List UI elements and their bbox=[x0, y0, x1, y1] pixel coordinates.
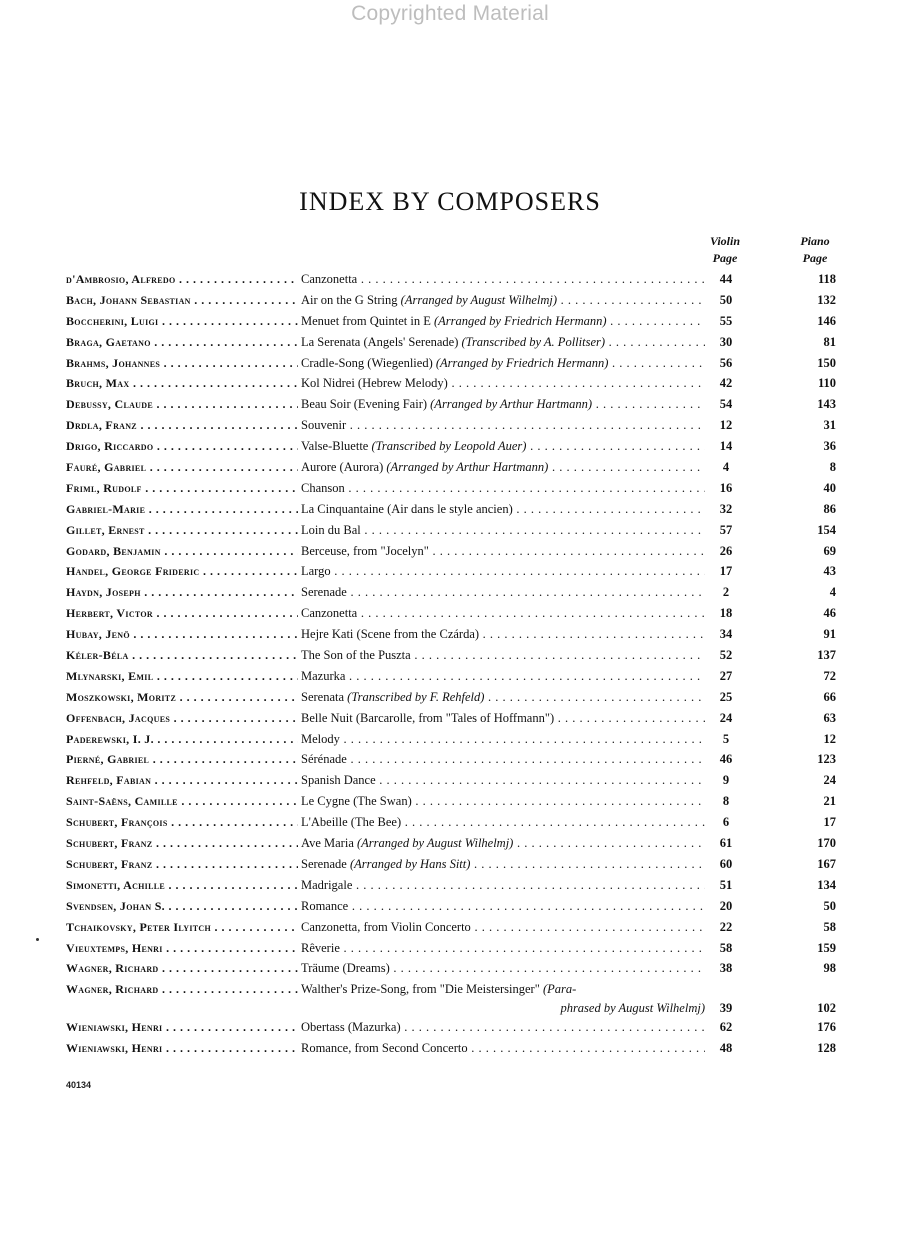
composer-name: Rehfeld, Fabian . . . bbox=[66, 773, 298, 791]
violin-page-number: 5 bbox=[722, 731, 730, 746]
work-title bbox=[301, 272, 705, 290]
index-row bbox=[0, 481, 900, 502]
work-title-text: Serenade bbox=[301, 856, 350, 871]
work-title bbox=[301, 920, 705, 938]
work-title-text: Obertass (Mazurka) bbox=[301, 1020, 401, 1035]
work-title bbox=[301, 585, 705, 603]
violin-page-number: 38 bbox=[719, 961, 733, 976]
composer-name: Vieuxtemps, Henri . . . bbox=[66, 941, 298, 959]
composer-name: Pierné, Gabriel . . . bbox=[66, 752, 298, 770]
piano-page-number: 159 bbox=[817, 940, 836, 955]
composer-name: Gillet, Ernest . . . bbox=[66, 523, 298, 541]
work-title-text: Hejre Kati (Scene from the Czárda) bbox=[301, 627, 480, 642]
work-title-text: Romance, from Second Concerto bbox=[301, 1041, 468, 1056]
composer-name: Handel, George Frideric . . . bbox=[66, 564, 298, 582]
index-row bbox=[0, 564, 900, 585]
composer-name: Bruch, Max . . . bbox=[66, 376, 298, 394]
work-title bbox=[301, 711, 705, 729]
violin-page-number: 48 bbox=[719, 1041, 733, 1056]
composer-name: Kéler-Béla . . . bbox=[66, 648, 298, 666]
work-title-text: Kol Nidrei (Hebrew Melody) bbox=[301, 376, 448, 391]
plate-number: 40134 bbox=[66, 1080, 92, 1090]
work-title bbox=[301, 335, 705, 353]
index-row bbox=[0, 961, 900, 982]
violin-page-header: Violin Page bbox=[709, 234, 741, 265]
arrangement-credit: (Para- bbox=[542, 982, 577, 997]
work-title bbox=[301, 356, 705, 374]
index-row bbox=[0, 356, 900, 377]
violin-page-number: 44 bbox=[719, 272, 733, 286]
violin-page-number: 27 bbox=[719, 668, 733, 683]
piano-page-number: 69 bbox=[823, 543, 836, 558]
violin-page-number: 2 bbox=[722, 585, 730, 600]
piano-page-number: 170 bbox=[817, 836, 836, 851]
composer-name: Wagner, Richard . . . bbox=[66, 982, 298, 1000]
composer-name: Schubert, Franz . . . bbox=[66, 836, 298, 854]
arrangement-credit-continued: phrased by August Wilhelmj) bbox=[560, 1001, 705, 1016]
piano-page-number: 72 bbox=[823, 668, 836, 683]
index-row bbox=[0, 397, 900, 418]
work-title-text: Air on the G String bbox=[301, 292, 401, 307]
work-title bbox=[301, 857, 705, 875]
composer-name: Drigo, Riccardo . . . bbox=[66, 439, 298, 457]
violin-page-number: 61 bbox=[719, 836, 733, 851]
work-title-text: Madrigale bbox=[301, 877, 353, 892]
composer-name: Wagner, Richard . . . bbox=[66, 961, 298, 979]
composer-name: Godard, Benjamin . . . bbox=[66, 544, 298, 562]
index-row bbox=[0, 376, 900, 397]
copyright-watermark: Copyrighted Material bbox=[351, 2, 549, 25]
composer-index-list bbox=[0, 272, 900, 1062]
index-row bbox=[0, 1020, 900, 1041]
piano-page-number: 43 bbox=[823, 564, 836, 579]
index-row bbox=[0, 502, 900, 523]
work-title-text: Cradle-Song (Wiegenlied) bbox=[301, 355, 436, 370]
violin-page-number: 12 bbox=[719, 418, 733, 433]
index-row bbox=[0, 418, 900, 439]
work-title bbox=[301, 669, 705, 687]
piano-page-number: 98 bbox=[823, 961, 836, 976]
piano-page-number: 66 bbox=[823, 689, 836, 704]
violin-page-number: 20 bbox=[719, 898, 733, 913]
work-title-text: Walther's Prize-Song, from "Die Meistersinger" bbox=[301, 982, 543, 997]
work-title-text: L'Abeille (The Bee) bbox=[301, 815, 402, 830]
work-title bbox=[301, 606, 705, 624]
work-title bbox=[301, 481, 705, 499]
violin-page-number: 26 bbox=[719, 543, 733, 558]
work-title bbox=[301, 773, 705, 791]
work-title bbox=[301, 627, 705, 645]
index-row bbox=[0, 648, 900, 669]
piano-page-number: 154 bbox=[817, 522, 836, 537]
composer-name: d'Ambrosio, Alfredo . . . bbox=[66, 272, 298, 290]
work-title bbox=[301, 648, 705, 666]
work-title bbox=[301, 544, 705, 562]
piano-page-number: 86 bbox=[823, 501, 836, 516]
index-row bbox=[0, 669, 900, 690]
piano-page-number: 4 bbox=[829, 585, 836, 600]
composer-name: Schubert, François . . . bbox=[66, 815, 298, 833]
violin-page-number: 58 bbox=[719, 940, 733, 955]
work-title bbox=[301, 439, 705, 457]
piano-page-number: 81 bbox=[823, 334, 836, 349]
composer-name: Hubay, Jenö . . . bbox=[66, 627, 298, 645]
work-title bbox=[301, 690, 705, 708]
composer-name: Paderewski, I. J. . . . bbox=[66, 732, 298, 750]
work-title bbox=[301, 752, 705, 770]
index-row bbox=[0, 794, 900, 815]
index-row bbox=[0, 627, 900, 648]
work-title bbox=[301, 418, 705, 436]
violin-page-number: 39 bbox=[719, 1001, 733, 1016]
arrangement-credit: (Arranged by Friedrich Hermann) bbox=[433, 313, 607, 328]
composer-name: Boccherini, Luigi . . . bbox=[66, 314, 298, 332]
work-title-text: Mazurka bbox=[301, 668, 346, 683]
work-title-text: La Cinquantaine (Air dans le style ancien) bbox=[301, 501, 513, 516]
composer-name: Svendsen, Johan S. . . . bbox=[66, 899, 298, 917]
composer-name: Friml, Rudolf . . . bbox=[66, 481, 298, 499]
index-row bbox=[0, 773, 900, 794]
work-title-text: Spanish Dance bbox=[301, 773, 376, 788]
work-title-text: Beau Soir (Evening Fair) bbox=[301, 397, 431, 412]
piano-page-number: 21 bbox=[823, 794, 836, 809]
piano-page-header: Piano Page bbox=[800, 234, 830, 265]
piano-page-number: 176 bbox=[817, 1020, 836, 1035]
violin-page-number: 52 bbox=[719, 648, 733, 663]
index-row bbox=[0, 878, 900, 899]
arrangement-credit: (Arranged by Hans Sitt) bbox=[349, 856, 471, 871]
work-title bbox=[301, 961, 705, 979]
work-title-text: Melody bbox=[301, 731, 340, 746]
work-title bbox=[301, 397, 705, 415]
work-title bbox=[301, 523, 705, 541]
arrangement-credit: (Arranged by August Wilhelmj) bbox=[400, 292, 558, 307]
work-title bbox=[301, 836, 705, 854]
index-row bbox=[0, 752, 900, 773]
work-title bbox=[301, 794, 705, 812]
index-row bbox=[0, 585, 900, 606]
index-row bbox=[0, 460, 900, 481]
work-title bbox=[301, 732, 705, 750]
index-row bbox=[0, 711, 900, 732]
index-row bbox=[0, 857, 900, 878]
violin-page-number: 54 bbox=[719, 397, 733, 412]
piano-page-number: 17 bbox=[823, 815, 836, 830]
work-title-text: Canzonetta bbox=[301, 606, 358, 621]
piano-page-number: 150 bbox=[817, 355, 836, 370]
index-row bbox=[0, 314, 900, 335]
piano-page-number: 91 bbox=[823, 627, 836, 642]
index-row bbox=[0, 836, 900, 857]
composer-name: Mlynarski, Emil . . . bbox=[66, 669, 298, 687]
arrangement-credit: (Transcribed by A. Pollitser) bbox=[461, 334, 606, 349]
index-row bbox=[0, 815, 900, 836]
index-row bbox=[0, 732, 900, 753]
arrangement-credit: (Transcribed by F. Rehfeld) bbox=[347, 689, 485, 704]
stray-ink-dot bbox=[36, 938, 39, 941]
index-row bbox=[0, 899, 900, 920]
work-title bbox=[301, 564, 705, 582]
piano-page-number: 58 bbox=[823, 919, 836, 934]
work-title bbox=[301, 314, 705, 332]
work-title-text: Rêverie bbox=[301, 940, 340, 955]
work-title-text: Largo bbox=[301, 564, 331, 579]
arrangement-credit: (Arranged by August Wilhelmj) bbox=[357, 836, 514, 851]
violin-page-number: 6 bbox=[722, 815, 730, 830]
piano-page-number: 137 bbox=[817, 648, 836, 663]
index-row bbox=[0, 941, 900, 962]
work-title bbox=[301, 502, 705, 520]
work-title bbox=[301, 878, 705, 896]
violin-page-number: 56 bbox=[719, 355, 733, 370]
piano-page-number: 31 bbox=[823, 418, 836, 433]
composer-name: Fauré, Gabriel . . . bbox=[66, 460, 298, 478]
work-title-text: Ave Maria bbox=[301, 836, 357, 851]
index-row bbox=[0, 690, 900, 711]
work-title-text: Belle Nuit (Barcarolle, from "Tales of Hoffmann") bbox=[301, 710, 555, 725]
piano-page-number: 24 bbox=[823, 773, 836, 788]
piano-page-number: 118 bbox=[817, 272, 836, 286]
violin-page-number: 55 bbox=[719, 313, 733, 328]
piano-page-number: 46 bbox=[823, 606, 836, 621]
composer-name: Haydn, Joseph . . . bbox=[66, 585, 298, 603]
work-title-text: Romance bbox=[301, 898, 349, 913]
piano-page-number: 8 bbox=[829, 460, 836, 475]
piano-page-number: 128 bbox=[817, 1041, 836, 1056]
arrangement-credit: (Arranged by Arthur Hartmann) bbox=[386, 460, 549, 475]
work-title-text: Menuet from Quintet in E bbox=[301, 313, 434, 328]
violin-page-number: 32 bbox=[719, 501, 733, 516]
piano-page-number: 40 bbox=[823, 480, 836, 495]
index-row bbox=[0, 606, 900, 627]
composer-name: Wieniawski, Henri . . . bbox=[66, 1041, 298, 1059]
composer-name: Gabriel-Marie . . . bbox=[66, 502, 298, 520]
violin-page-number: 9 bbox=[722, 773, 730, 788]
piano-page-number: 50 bbox=[823, 898, 836, 913]
violin-page-number: 14 bbox=[719, 439, 733, 454]
piano-page-number: 132 bbox=[817, 292, 836, 307]
work-title bbox=[301, 293, 705, 311]
work-title-text: Loin du Bal bbox=[301, 522, 361, 537]
composer-name: Moszkowski, Moritz . . . bbox=[66, 690, 298, 708]
composer-name: Wieniawski, Henri . . . bbox=[66, 1020, 298, 1038]
violin-page-number: 60 bbox=[719, 856, 733, 871]
arrangement-credit: (Arranged by Arthur Hartmann) bbox=[430, 397, 593, 412]
piano-page-number: 123 bbox=[817, 752, 836, 767]
work-title-text: La Serenata (Angels' Serenade) bbox=[301, 334, 462, 349]
violin-page-number: 46 bbox=[719, 752, 733, 767]
work-title-text: Chanson bbox=[301, 480, 345, 495]
composer-name: Drdla, Franz . . . bbox=[66, 418, 298, 436]
work-title bbox=[301, 815, 705, 833]
work-title-text: Souvenir bbox=[301, 418, 347, 433]
piano-page-number: 146 bbox=[817, 313, 836, 328]
page-title: INDEX BY COMPOSERS bbox=[299, 187, 601, 217]
arrangement-credit: (Arranged by Friedrich Hermann) bbox=[435, 355, 609, 370]
piano-page-number: 36 bbox=[823, 439, 836, 454]
work-title bbox=[301, 899, 705, 917]
composer-name: Saint-Saëns, Camille . . . bbox=[66, 794, 298, 812]
piano-page-number: 102 bbox=[817, 1001, 836, 1016]
composer-name: Herbert, Victor . . . bbox=[66, 606, 298, 624]
violin-page-number: 50 bbox=[719, 292, 733, 307]
index-row bbox=[0, 439, 900, 460]
violin-page-number: 51 bbox=[719, 877, 733, 892]
index-row bbox=[0, 544, 900, 565]
work-title-text: Träume (Dreams) bbox=[301, 961, 390, 976]
violin-page-number: 18 bbox=[719, 606, 733, 621]
work-title-text: The Son of the Puszta bbox=[301, 648, 411, 663]
index-row bbox=[0, 293, 900, 314]
index-row bbox=[0, 523, 900, 544]
violin-page-number: 25 bbox=[719, 689, 733, 704]
piano-page-number: 167 bbox=[817, 856, 836, 871]
piano-page-number: 12 bbox=[823, 731, 836, 746]
index-row bbox=[0, 272, 900, 293]
piano-page-number: 63 bbox=[823, 710, 836, 725]
violin-page-number: 8 bbox=[722, 794, 730, 809]
composer-name: Braga, Gaetano . . . bbox=[66, 335, 298, 353]
index-row bbox=[0, 920, 900, 941]
composer-name: Brahms, Johannes . . . bbox=[66, 356, 298, 374]
piano-page-number: 134 bbox=[817, 877, 836, 892]
work-title-text: Serenade bbox=[301, 585, 347, 600]
violin-page-number: 42 bbox=[719, 376, 733, 391]
index-row bbox=[0, 335, 900, 356]
composer-name: Schubert, Franz . . . bbox=[66, 857, 298, 875]
index-row bbox=[0, 982, 900, 1020]
composer-name: Tchaikovsky, Peter Ilyitch . . . bbox=[66, 920, 298, 938]
violin-page-number: 34 bbox=[719, 627, 733, 642]
composer-name: Debussy, Claude . . . bbox=[66, 397, 298, 415]
work-title bbox=[301, 1020, 705, 1038]
violin-page-number: 16 bbox=[719, 480, 733, 495]
violin-page-number: 57 bbox=[719, 522, 733, 537]
work-title bbox=[301, 1041, 705, 1059]
composer-name: Offenbach, Jacques . . . bbox=[66, 711, 298, 729]
work-title-text: Berceuse, from "Jocelyn" bbox=[301, 543, 429, 558]
work-title bbox=[301, 982, 705, 1000]
violin-page-number: 30 bbox=[719, 334, 733, 349]
work-title bbox=[301, 376, 705, 394]
piano-page-number: 143 bbox=[817, 397, 836, 412]
work-title-text: Serenata bbox=[301, 689, 348, 704]
work-title-text: Canzonetta, from Violin Concerto bbox=[301, 919, 471, 934]
violin-page-number: 17 bbox=[719, 564, 733, 579]
violin-page-number: 4 bbox=[722, 460, 730, 475]
violin-page-number: 22 bbox=[719, 919, 733, 934]
composer-name: Simonetti, Achille . . . bbox=[66, 878, 298, 896]
work-title-text: Le Cygne (The Swan) bbox=[301, 794, 412, 809]
work-title-text: Sérénade bbox=[301, 752, 347, 767]
work-title bbox=[301, 941, 705, 959]
work-title-text: Canzonetta bbox=[301, 272, 358, 286]
composer-name: Bach, Johann Sebastian . . . bbox=[66, 293, 298, 311]
index-row bbox=[0, 1041, 900, 1062]
work-title-text: Aurore (Aurora) bbox=[301, 460, 387, 475]
work-title-text: Valse-Bluette bbox=[301, 439, 372, 454]
violin-page-number: 24 bbox=[719, 710, 733, 725]
piano-page-number: 110 bbox=[817, 376, 836, 391]
arrangement-credit: (Transcribed by Leopold Auer) bbox=[371, 439, 527, 454]
violin-page-number: 62 bbox=[719, 1020, 733, 1035]
work-title bbox=[301, 460, 705, 478]
